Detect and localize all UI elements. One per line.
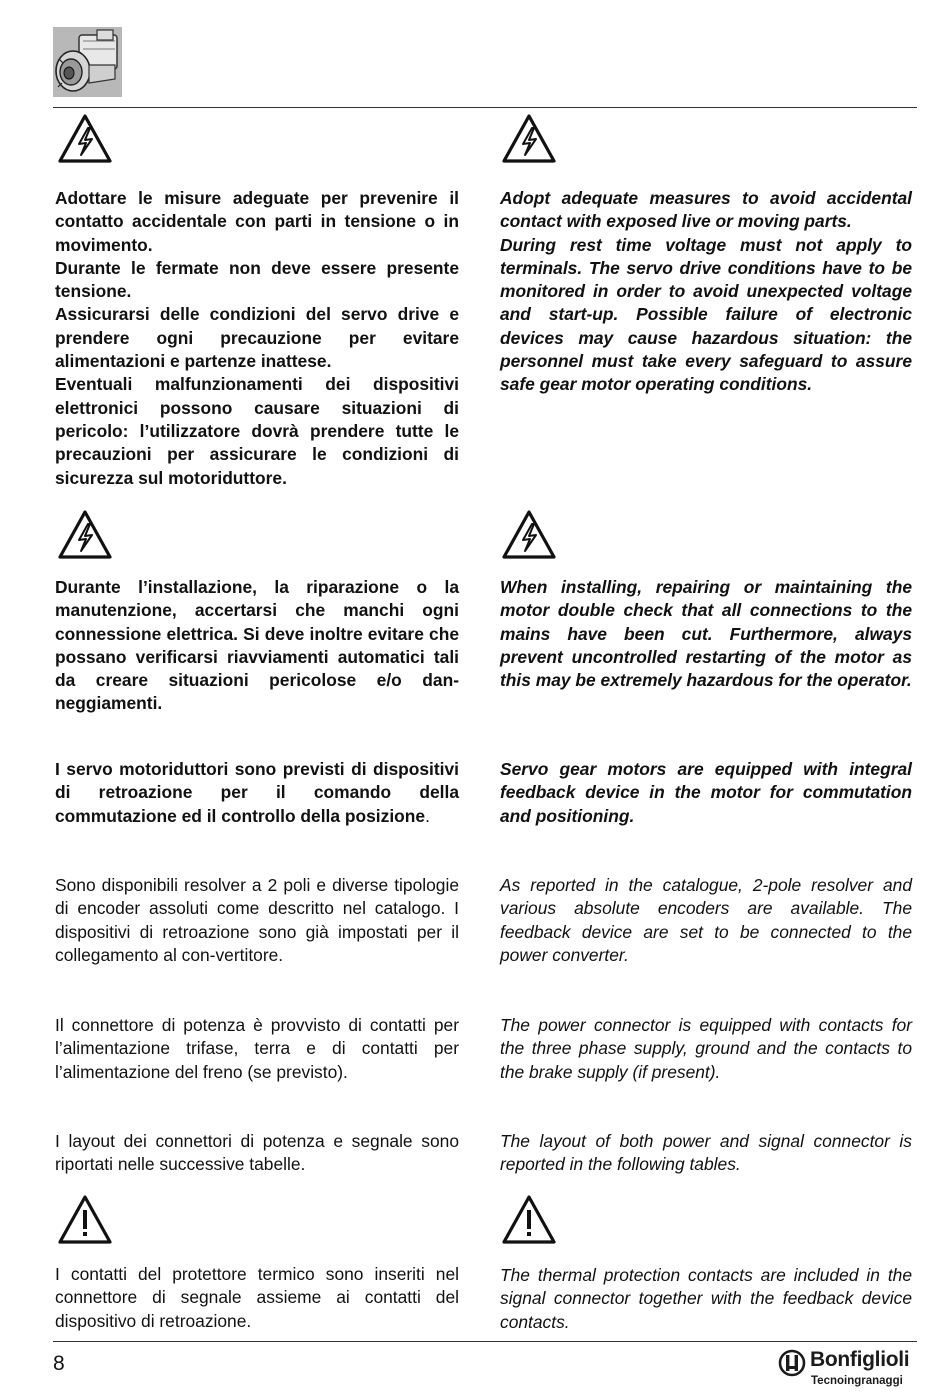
section1-en-para: During rest time voltage must not apply to terminals. The servo drive conditions have to be monitored in order to avoid unexpected voltage and start-up. Possible failure of electronic devices may cause hazardous situation: the personnel must take every safeguard to assure safe gear motor operating conditions. xyxy=(500,234,912,395)
header-divider xyxy=(53,107,917,108)
section1-it-para: Durante le fermate non deve essere presente tensione. xyxy=(55,257,459,302)
electric-hazard-icon xyxy=(500,112,558,164)
section1-it-text xyxy=(55,187,459,490)
section5-it-text: Il connettore di potenza è provvisto di contatti per l’alimentazione trifase, terra e di contatti per l’alimentazione del freno (se previsto). xyxy=(55,1015,459,1082)
section3-it-bold: I servo motoriduttori sono previsti di dispositivi di retroazione per il comando della commutazione ed il controllo della posizione xyxy=(55,759,459,826)
electric-hazard-icon xyxy=(500,508,558,560)
section1-it-para: Adottare le misure adeguate per prevenire il contatto accidentale con parti in tensione o in movimento. xyxy=(55,188,459,255)
general-warning-icon xyxy=(56,1193,114,1245)
section1-it-para: Assicurarsi delle condizioni del servo drive e prendere ogni precauzione per evitare alimentazioni e partenze inattese. xyxy=(55,304,459,372)
electric-hazard-icon xyxy=(56,112,114,164)
section7-it-text: I contatti del protettore termico sono inseriti nel connettore di segnale assieme ai contatti del dispositivo di retroazione. xyxy=(55,1264,459,1331)
brand-logo xyxy=(778,1348,920,1392)
section1-en-para: Adopt adequate measures to avoid accidental contact with exposed live or moving parts. xyxy=(500,188,912,232)
section7-en-text: The thermal protection contacts are included in the signal connector together with the feedback device contacts. xyxy=(500,1265,912,1332)
section4-it-text: Sono disponibili resolver a 2 poli e diverse tipologie di encoder assoluti come descritto nel catalogo. I dispositivi di retroazione sono già impostati per il collegamento al con-vertitore. xyxy=(55,875,459,965)
section6-en-text: The layout of both power and signal connector is reported in the following tables. xyxy=(500,1131,912,1175)
page-number: 8 xyxy=(53,1352,65,1375)
footer-divider xyxy=(53,1341,917,1342)
section3-en-text: Servo gear motors are equipped with integral feedback device in the motor for commutation and positioning. xyxy=(500,759,912,826)
section2-en-text: When installing, repairing or maintaining the motor double check that all connections to the mains have been cut. Furthermore, always prevent uncontrolled restarting of the motor as this may be extremely hazardous for the operator. xyxy=(500,577,912,691)
section6-it-text: I layout dei connettori di potenza e segnale sono riportati nelle successive tabelle. xyxy=(55,1131,459,1175)
section3-it-text xyxy=(55,758,459,828)
electric-hazard-icon xyxy=(56,508,114,560)
general-warning-icon xyxy=(500,1193,558,1245)
section1-it-para: Eventuali malfunzionamenti dei dispositivi elettronici possono causare situazioni di pericolo: l’utilizzatore dovrà prendere tutte le precauzioni per assicurare le condizioni di sicurezza sul motoriduttore. xyxy=(55,374,459,488)
section2-it-text: Durante l’installazione, la riparazione o la manutenzione, accertarsi che manchi ogni connessione elettrica. Si deve inoltre evitare che possano verificarsi riavviamenti automatici tali da creare situazioni pericolose e/o dan-neggiamenti. xyxy=(55,577,459,714)
servo-motor-image xyxy=(53,27,122,97)
brand-name: Bonfiglioli xyxy=(810,1348,910,1371)
section5-en-text: The power connector is equipped with contacts for the three phase supply, ground and the contacts to the brake supply (if present). xyxy=(500,1015,912,1082)
brand-mark-icon xyxy=(778,1349,806,1377)
section1-en-text xyxy=(500,187,912,397)
brand-subtitle: Tecnoingranaggi xyxy=(811,1375,903,1387)
section4-en-text: As reported in the catalogue, 2-pole resolver and various absolute encoders are available. The feedback device are set to be connected to the power converter. xyxy=(500,875,912,965)
section3-it-tail: . xyxy=(425,805,430,826)
